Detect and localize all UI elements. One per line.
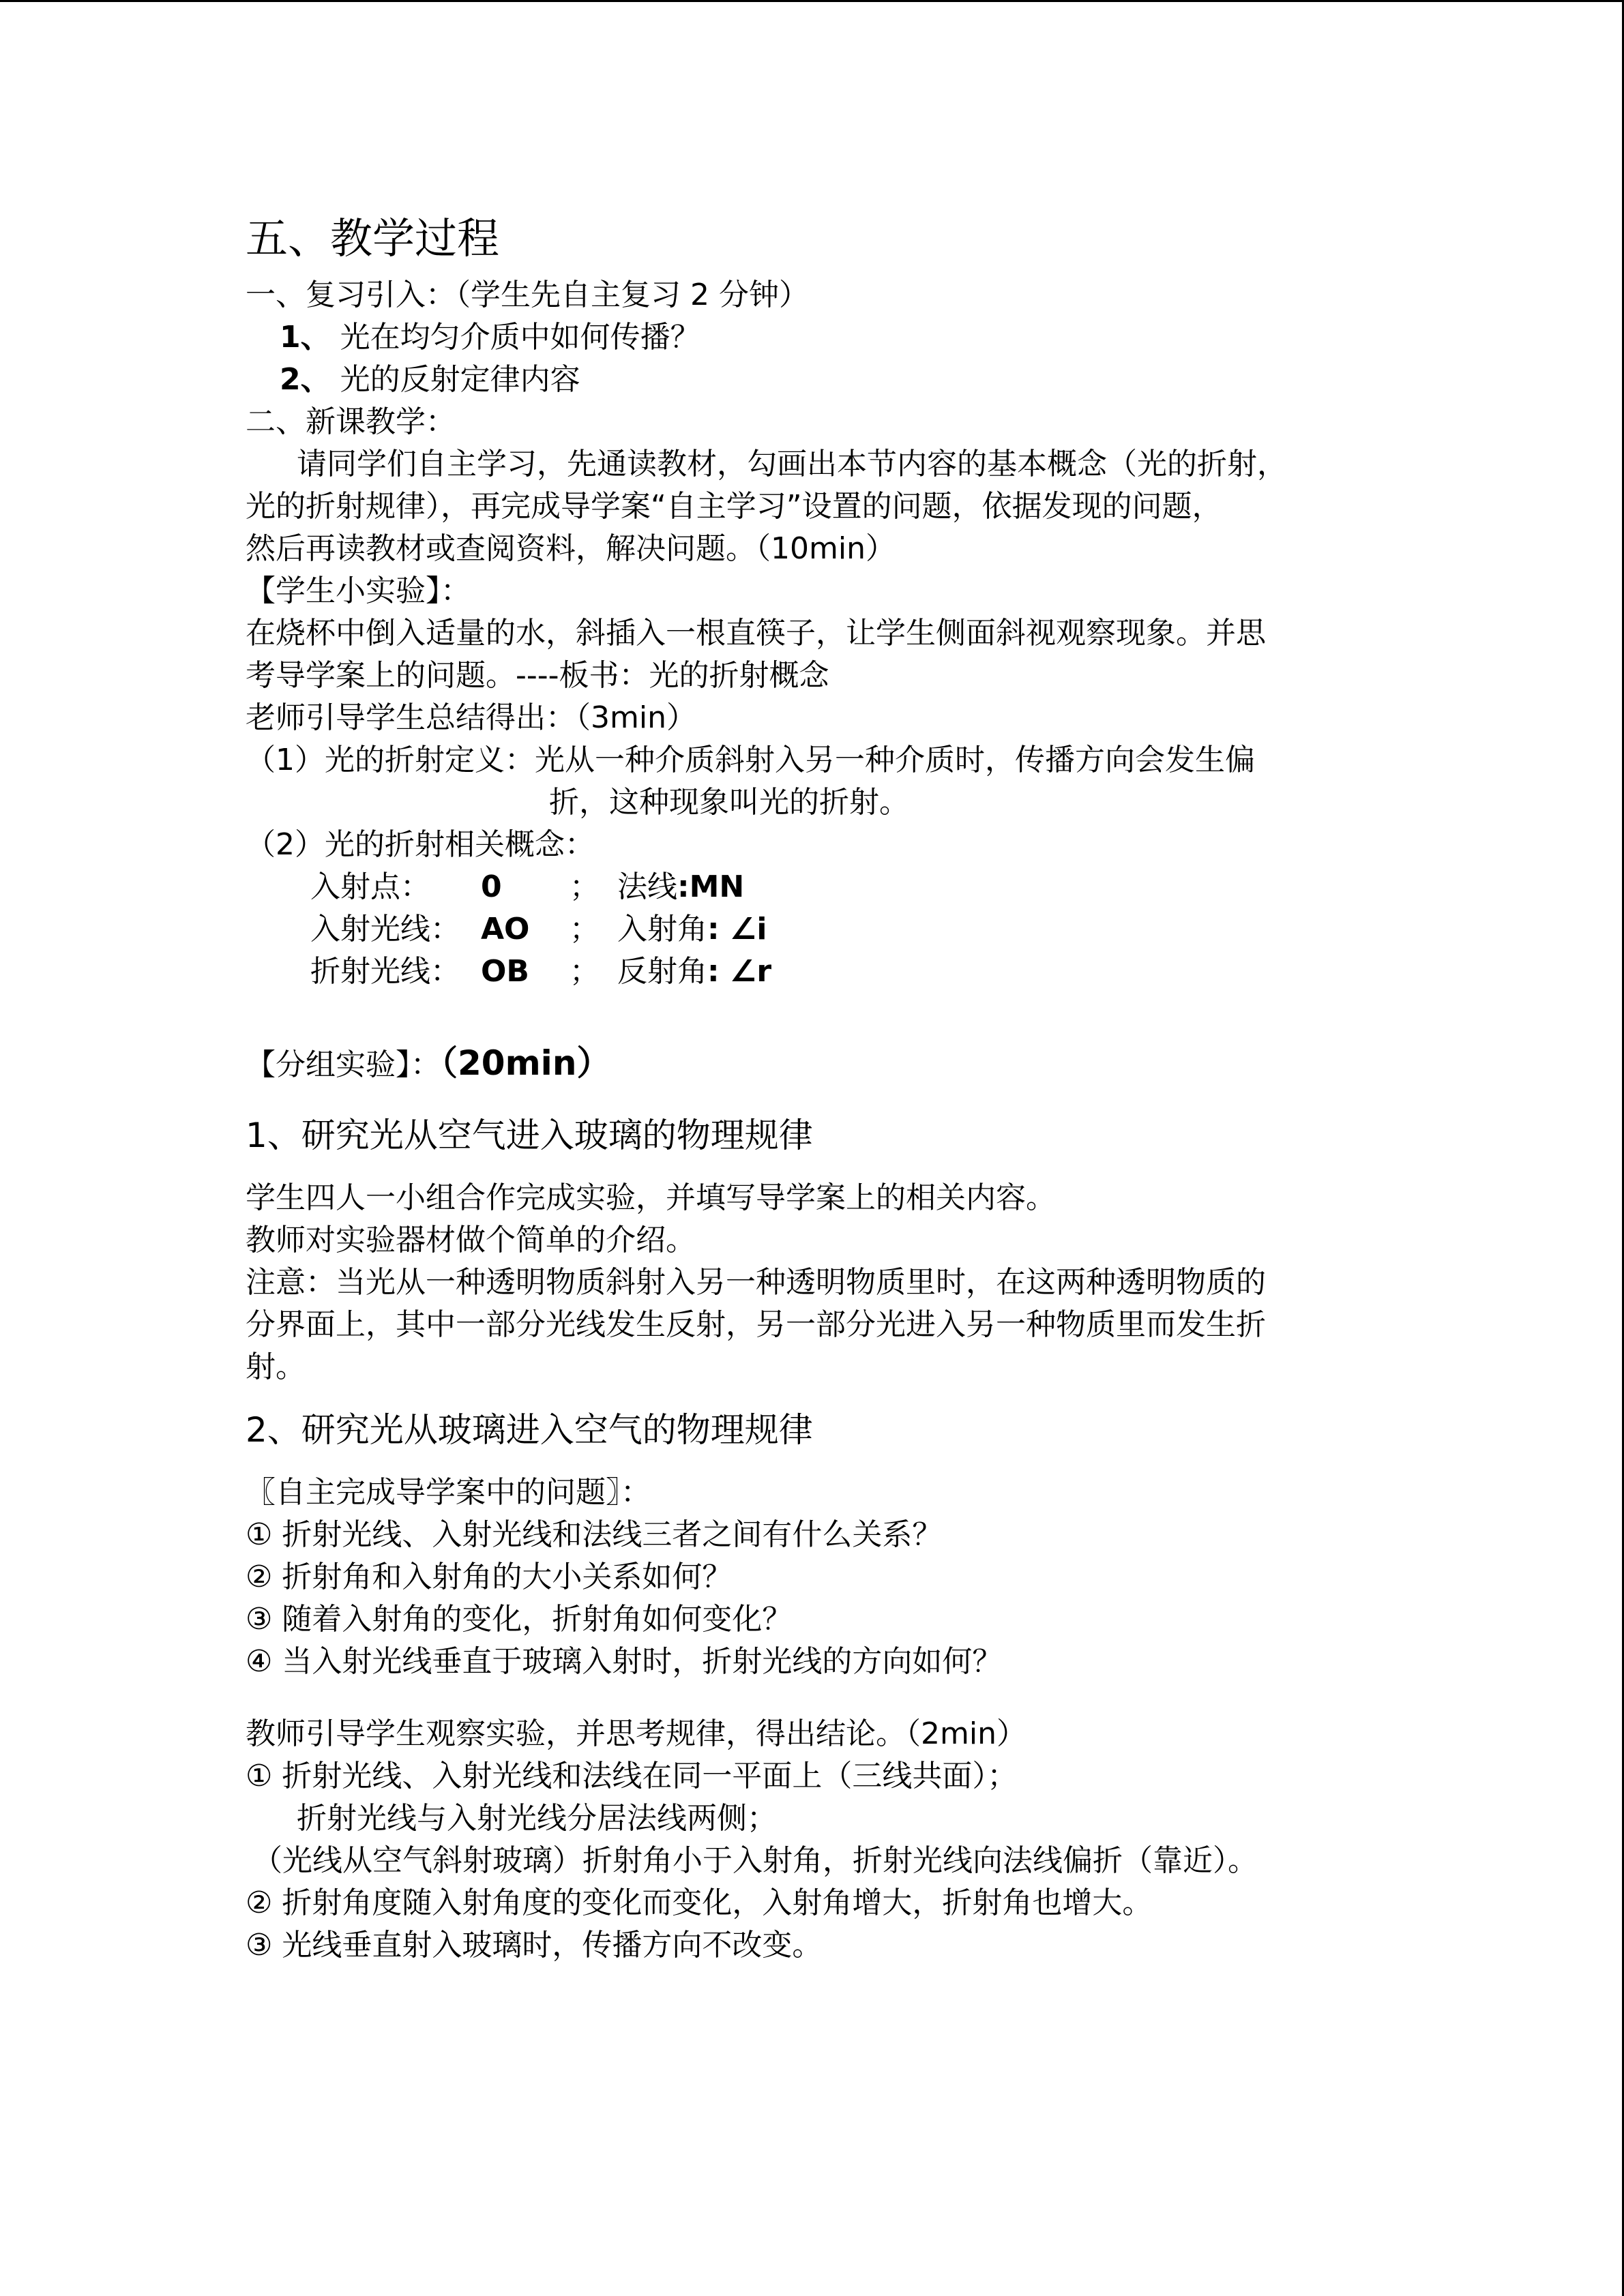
student-experiment-heading: 【学生小实验】： (246, 573, 471, 608)
concept-row (246, 908, 1378, 951)
section-heading: 1、研究光从空气进入玻璃的物理规律 (246, 1116, 813, 1155)
paragraph-line: 然后再读教材或查阅资料，解决问题。（10min） (246, 531, 896, 566)
concept-separator: ； (570, 869, 600, 904)
paragraph-line: 光的折射规律），再完成导学案“自主学习”设置的问题，依据发现的问题， (246, 489, 1222, 524)
concept-value: AO (481, 912, 530, 946)
group-experiment-heading (246, 1032, 1378, 1094)
question-item: ③ 随着入射角的变化，折射角如何变化？ (246, 1602, 793, 1637)
paragraph-line: 注意：当光从一种透明物质斜射入另一种透明物质里时，在这两种透明物质的 (246, 1265, 1266, 1300)
concept-key: 入射光线： (310, 912, 460, 946)
review-item-number: 1、 (280, 320, 331, 355)
question-item: ① 折射光线、入射光线和法线三者之间有什么关系？ (246, 1517, 943, 1552)
concept-value: :MN (677, 869, 745, 904)
conclusion-item: （光线从空气斜射玻璃）折射角小于入射角，折射光线向法线偏折（靠近）。 (252, 1843, 1258, 1878)
concept-value: : ∠i (707, 912, 767, 946)
group-experiment-time: （20min） (441, 1043, 611, 1083)
paragraph-line: 老师引导学生总结得出：（3min） (246, 700, 696, 735)
review-item (246, 316, 1378, 359)
paragraph-line: 学生四人一小组合作完成实验，并填写导学案上的相关内容。 (246, 1180, 1056, 1215)
questions-label: 〖自主完成导学案中的问题〗： (246, 1475, 651, 1510)
concept-separator: ； (570, 912, 600, 946)
conclusion-item: ① 折射光线、入射光线和法线在同一平面上（三线共面）； (246, 1759, 1018, 1793)
new-lesson-heading: 二、新课教学： (246, 404, 456, 439)
spacer (246, 1388, 1378, 1399)
spacer (246, 1094, 1378, 1105)
concept-row (246, 866, 1378, 908)
concept-row (246, 951, 1378, 993)
conclusion-item: ② 折射角度随入射角度的变化而变化，入射角增大，折射角也增大。 (246, 1885, 1153, 1920)
spacer (246, 993, 1378, 1032)
definition-line: （1）光的折射定义：光从一种介质斜射入另一种介质时，传播方向会发生偏 (246, 743, 1255, 777)
review-heading: 一、复习引入：（学生先自主复习 2 分钟） (246, 278, 809, 312)
section-heading: 2、研究光从玻璃进入空气的物理规律 (246, 1410, 813, 1450)
conclusion-item: ③ 光线垂直射入玻璃时，传播方向不改变。 (246, 1928, 823, 1963)
spacer (246, 1683, 1378, 1713)
question-item: ② 折射角和入射角的大小关系如何？ (246, 1560, 733, 1594)
spacer (246, 1166, 1378, 1177)
concept-key: 折射光线： (310, 954, 460, 989)
spacer (246, 1461, 1378, 1472)
document-page (246, 205, 1378, 1967)
concept-key: 入射点： (310, 869, 430, 904)
group-experiment-label: 【分组实验】： (246, 1047, 441, 1082)
paragraph-line: 考导学案上的问题。----板书：光的折射概念 (246, 658, 829, 693)
concept-key: 反射角 (617, 954, 707, 989)
paragraph-line: 教师对实验器材做个简单的介绍。 (246, 1223, 696, 1257)
page-border-top (0, 0, 1624, 2)
paragraph-line: 射。 (246, 1350, 306, 1384)
concepts-label: （2）光的折射相关概念： (246, 827, 595, 862)
concept-key: 入射角 (617, 912, 707, 946)
definition-continuation: 折，这种现象叫光的折射。 (549, 785, 909, 820)
concept-value: OB (481, 954, 529, 989)
concept-separator: ； (570, 954, 600, 989)
conclusion-label: 教师引导学生观察实验，并思考规律，得出结论。（2min） (246, 1716, 1027, 1751)
conclusion-item: 折射光线与入射光线分居法线两侧； (297, 1801, 777, 1836)
paragraph-line: 分界面上，其中一部分光线发生反射，另一部分光进入另一种物质里而发生折 (246, 1307, 1266, 1342)
concept-value: : ∠r (707, 954, 772, 989)
review-item-text: 光的反射定律内容 (340, 362, 580, 397)
paragraph-line: 在烧杯中倒入适量的水，斜插入一根直筷子，让学生侧面斜视观察现象。并思 (246, 616, 1266, 651)
page-title: 五、教学过程 (246, 213, 500, 263)
question-item: ④ 当入射光线垂直于玻璃入射时，折射光线的方向如何？ (246, 1644, 1003, 1679)
review-item-number: 2、 (280, 362, 331, 397)
review-item (246, 359, 1378, 401)
concept-value: 0 (481, 869, 502, 904)
concept-key: 法线 (617, 869, 677, 904)
paragraph-line: 请同学们自主学习，先通读教材，勾画出本节内容的基本概念（光的折射， (297, 447, 1287, 481)
review-item-text: 光在均匀介质中如何传播？ (340, 320, 700, 355)
